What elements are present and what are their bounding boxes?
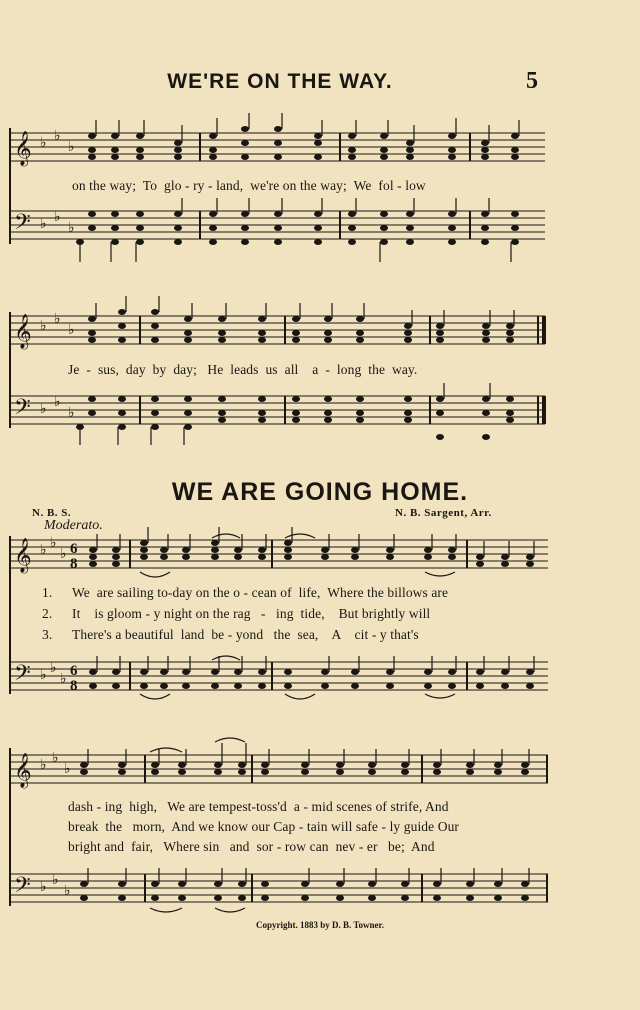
svg-text:♭: ♭ [68,405,75,421]
song-title: WE ARE GOING HOME. [171,478,469,506]
verse-number-1: 1. [42,585,53,600]
svg-text:𝄢: 𝄢 [14,395,31,425]
verse-2-lyrics-line-1: It is gloom - y night on the rag - ing tide, But brightly will [72,606,431,621]
svg-text:𝄢: 𝄢 [14,661,31,691]
music-credit: N. B. Sargent, Arr. [395,507,492,519]
lyrics-system-2: Je - sus, day by day; He leads us all a - long the way. [68,362,418,377]
svg-text:♭: ♭ [40,216,47,232]
svg-text:6: 6 [70,541,78,557]
svg-text:♭: ♭ [52,750,59,766]
verse-number-2: 2. [42,606,53,621]
svg-text:8: 8 [70,556,78,572]
svg-text:𝄢: 𝄢 [14,210,31,240]
svg-text:♭: ♭ [40,667,47,683]
svg-text:♭: ♭ [52,872,59,888]
svg-text:8: 8 [70,678,78,694]
svg-text:♭: ♭ [64,883,71,899]
svg-text:𝄢: 𝄢 [14,873,31,903]
words-credit: N. B. S. [32,507,72,519]
copyright-notice: Copyright. 1883 by D. B. Towner. [256,920,384,930]
svg-text:6: 6 [70,663,78,679]
svg-text:♭: ♭ [68,322,75,338]
svg-text:♭: ♭ [40,542,47,558]
svg-text:♭: ♭ [54,311,61,327]
svg-text:𝄞: 𝄞 [14,753,32,788]
svg-text:♭: ♭ [68,220,75,236]
verse-number-3: 3. [42,627,53,642]
svg-text:♭: ♭ [50,660,57,676]
verse-3-lyrics-line-1: There's a beautiful land be - yond the sea, A cit - y that's [72,627,419,642]
verse-3-lyrics-line-2: bright and fair, Where sin and sor - row can nev - er be; And [68,839,435,854]
svg-text:𝄞: 𝄞 [14,131,32,166]
svg-text:♭: ♭ [40,318,47,334]
svg-text:♭: ♭ [54,128,61,144]
svg-text:♭: ♭ [40,757,47,773]
svg-text:♭: ♭ [60,546,67,562]
svg-text:♭: ♭ [54,394,61,410]
verse-1-lyrics-line-2: dash - ing high, We are tempest-toss'd a - mid scenes of strife, And [68,799,449,814]
svg-text:♭: ♭ [40,135,47,151]
svg-text:♭: ♭ [40,401,47,417]
svg-text:♭: ♭ [64,761,71,777]
svg-text:𝄞: 𝄞 [14,314,32,349]
page-number: 5 [526,68,538,94]
verse-1-lyrics-line-1: We are sailing to-day on the o - cean of life, Where the billows are [72,585,449,600]
svg-text:𝄞: 𝄞 [14,538,32,573]
svg-text:♭: ♭ [50,535,57,551]
verse-2-lyrics-line-2: break the morn, And we know our Cap - tain will safe - ly guide Our [68,819,460,834]
lyrics-system-1: on the way; To glo - ry - land, we're on the way; We fol - low [72,178,426,193]
tempo-marking: Moderato. [44,518,103,533]
svg-text:♭: ♭ [68,139,75,155]
svg-text:♭: ♭ [40,879,47,895]
svg-text:♭: ♭ [60,671,67,687]
hymn-title-header: WE'RE ON THE WAY. [167,70,393,93]
svg-text:♭: ♭ [54,209,61,225]
